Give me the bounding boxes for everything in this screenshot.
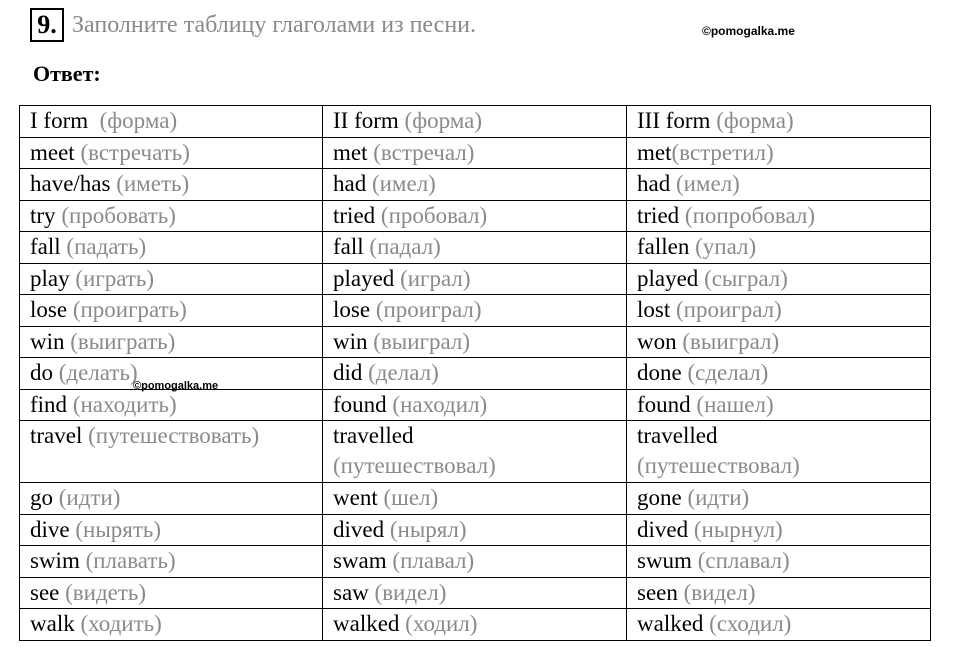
verb-word: play <box>30 265 70 291</box>
verb-translation: (встречать) <box>80 139 190 165</box>
table-cell <box>627 514 931 546</box>
table-cell <box>323 232 627 264</box>
verb-word: played <box>333 265 395 291</box>
verb-translation: (видел) <box>374 579 447 605</box>
verb-translation: (видеть) <box>65 579 147 605</box>
table-cell <box>323 295 627 327</box>
verb-translation: (путешествовал) <box>637 453 800 478</box>
header-cell-form-1 <box>20 106 323 138</box>
verb-word: swum <box>637 548 692 573</box>
verb-translation: (ходил) <box>405 611 478 636</box>
verb-translation: (встречал) <box>373 139 475 165</box>
verb-translation: (нырял) <box>389 516 467 542</box>
verb-translation: (находил) <box>392 391 488 417</box>
verb-translation: (нырнул) <box>693 516 783 542</box>
verb-translation: (сплавал) <box>697 548 790 573</box>
table-cell <box>20 421 323 483</box>
verb-word: have/has <box>30 171 111 196</box>
verb-translation: (имел) <box>675 171 740 196</box>
verb-word: try <box>30 202 56 228</box>
verb-translation: (выиграть) <box>70 328 176 354</box>
table-cell <box>323 609 627 641</box>
table-cell <box>323 200 627 232</box>
verb-word: dived <box>637 516 689 542</box>
table-cell <box>20 577 323 609</box>
verb-translation: (выиграл) <box>373 328 471 354</box>
verb-word: gone <box>637 485 682 510</box>
verb-word: had <box>333 171 367 196</box>
table-cell <box>20 232 323 264</box>
table-cell <box>323 514 627 546</box>
table-row <box>20 200 931 232</box>
task-instruction: Заполните таблицу глаголами из песни. <box>72 12 477 38</box>
table-cell <box>323 389 627 421</box>
verb-translation: (выиграл) <box>682 328 780 354</box>
header-word: II form <box>333 108 399 133</box>
verb-translation: (сделал) <box>687 360 769 385</box>
verb-word: fallen <box>637 234 690 259</box>
verb-translation: (находить) <box>72 391 177 417</box>
verb-word: walked <box>333 611 400 636</box>
verb-translation: (иметь) <box>116 171 190 196</box>
verb-word: see <box>30 579 60 605</box>
verb-translation: (идти) <box>58 485 121 510</box>
verb-translation: (пробовал) <box>380 202 488 228</box>
verb-word: met <box>637 139 672 165</box>
verb-translation: (идти) <box>687 485 750 510</box>
table-cell <box>20 609 323 641</box>
verb-translation: (встретил) <box>671 139 774 165</box>
table-cell <box>627 546 931 578</box>
table-row <box>20 169 931 201</box>
verb-word: had <box>637 171 671 196</box>
table-cell <box>627 295 931 327</box>
verb-translation: (проиграть) <box>72 297 187 322</box>
verb-translation: (делать) <box>58 360 138 385</box>
table-cell <box>20 546 323 578</box>
verb-translation: (нашел) <box>696 391 774 417</box>
table-cell <box>20 200 323 232</box>
verb-word: tried <box>637 202 680 228</box>
table-row <box>20 137 931 169</box>
verb-word: saw <box>333 579 369 605</box>
verb-word: meet <box>30 139 75 165</box>
table-row <box>20 295 931 327</box>
verb-word: travelled <box>637 423 718 448</box>
verb-translation: (проиграл) <box>675 297 782 322</box>
table-cell <box>627 358 931 390</box>
verb-word: swim <box>30 548 80 573</box>
table-cell <box>323 169 627 201</box>
table-row <box>20 389 931 421</box>
verb-translation: (нырять) <box>75 516 162 542</box>
verb-translation: (ходить) <box>80 611 162 636</box>
verb-translation: (сыграл) <box>704 265 788 291</box>
table-row <box>20 483 931 515</box>
verb-translation: (путешествовать) <box>88 423 260 448</box>
table-cell <box>20 514 323 546</box>
table-cell <box>627 483 931 515</box>
verb-word: do <box>30 360 53 385</box>
table-cell <box>627 137 931 169</box>
verb-translation: (путешествовал) <box>333 453 496 478</box>
verb-word: dived <box>333 516 385 542</box>
header-translation: (форма) <box>99 108 178 133</box>
verb-word: fall <box>30 234 61 259</box>
table-cell <box>627 389 931 421</box>
table-cell <box>20 389 323 421</box>
table-cell <box>627 200 931 232</box>
table-row <box>20 546 931 578</box>
table-row <box>20 263 931 295</box>
header-word: I form <box>30 108 89 133</box>
verb-translation: (упал) <box>695 234 757 259</box>
table-row <box>20 421 931 483</box>
table-cell <box>20 483 323 515</box>
verb-translation: (плавать) <box>85 548 176 573</box>
verb-word: did <box>333 360 363 385</box>
verb-forms-table <box>19 105 931 641</box>
verb-word: played <box>637 265 699 291</box>
verb-translation: (делал) <box>368 360 439 385</box>
verb-word: won <box>637 328 677 354</box>
table-cell <box>627 326 931 358</box>
table-cell <box>323 483 627 515</box>
verb-word: lost <box>637 297 671 322</box>
table-cell <box>323 546 627 578</box>
table-cell <box>627 232 931 264</box>
table-cell <box>20 295 323 327</box>
header-cell-form-3 <box>627 106 931 138</box>
watermark: ©pomogalka.me <box>702 24 795 38</box>
table-row <box>20 609 931 641</box>
verb-word: swam <box>333 548 387 573</box>
verb-word: found <box>333 391 387 417</box>
verb-word: win <box>333 328 368 354</box>
table-row <box>20 232 931 264</box>
verb-translation: (имел) <box>371 171 436 196</box>
table-header-row <box>20 106 931 138</box>
table-cell <box>20 263 323 295</box>
verb-word: lose <box>333 297 371 322</box>
header-translation: (форма) <box>716 108 794 133</box>
verb-word: went <box>333 485 378 510</box>
table-cell <box>323 137 627 169</box>
table-cell <box>20 169 323 201</box>
watermark: ©pomogalka.me <box>133 380 219 392</box>
verb-translation: (плавал) <box>392 548 475 573</box>
verb-word: found <box>637 391 691 417</box>
table-cell <box>627 169 931 201</box>
header-cell-form-2 <box>323 106 627 138</box>
table-cell <box>323 421 627 483</box>
table-row <box>20 326 931 358</box>
header-word: III form <box>637 108 711 133</box>
verb-word: travel <box>30 423 83 448</box>
table-cell <box>323 358 627 390</box>
verb-word: done <box>637 360 682 385</box>
verb-word: tried <box>333 202 376 228</box>
verb-word: met <box>333 139 368 165</box>
table-cell <box>627 609 931 641</box>
table-row <box>20 514 931 546</box>
verb-word: walk <box>30 611 75 636</box>
verb-word: seen <box>637 579 678 605</box>
table-cell <box>323 263 627 295</box>
header-translation: (форма) <box>404 108 483 133</box>
table-cell <box>627 421 931 483</box>
answer-label: Ответ: <box>33 61 101 86</box>
verb-translation: (играл) <box>400 265 471 291</box>
verb-word: walked <box>637 611 704 636</box>
verb-translation: (шел) <box>383 485 439 510</box>
verb-translation: (проиграл) <box>375 297 482 322</box>
task-number: 9. <box>30 8 64 42</box>
verb-translation: (падать) <box>66 234 147 259</box>
table-cell <box>627 263 931 295</box>
verb-word: win <box>30 328 65 354</box>
table-cell <box>20 137 323 169</box>
verb-translation: (пробовать) <box>61 202 176 228</box>
verb-word: go <box>30 485 53 510</box>
table-cell <box>20 326 323 358</box>
verb-word: fall <box>333 234 364 259</box>
table-cell <box>323 326 627 358</box>
verb-word: dive <box>30 516 70 542</box>
verb-word: lose <box>30 297 68 322</box>
verb-translation: (попробовал) <box>684 202 815 228</box>
verb-word: travelled <box>333 423 414 448</box>
verb-translation: (падал) <box>369 234 441 259</box>
verb-word: find <box>30 391 68 417</box>
table-cell <box>627 577 931 609</box>
table-row <box>20 577 931 609</box>
verb-translation: (видел) <box>683 579 756 605</box>
verb-translation: (играть) <box>75 265 155 291</box>
table-cell <box>323 577 627 609</box>
verb-translation: (сходил) <box>709 611 792 636</box>
